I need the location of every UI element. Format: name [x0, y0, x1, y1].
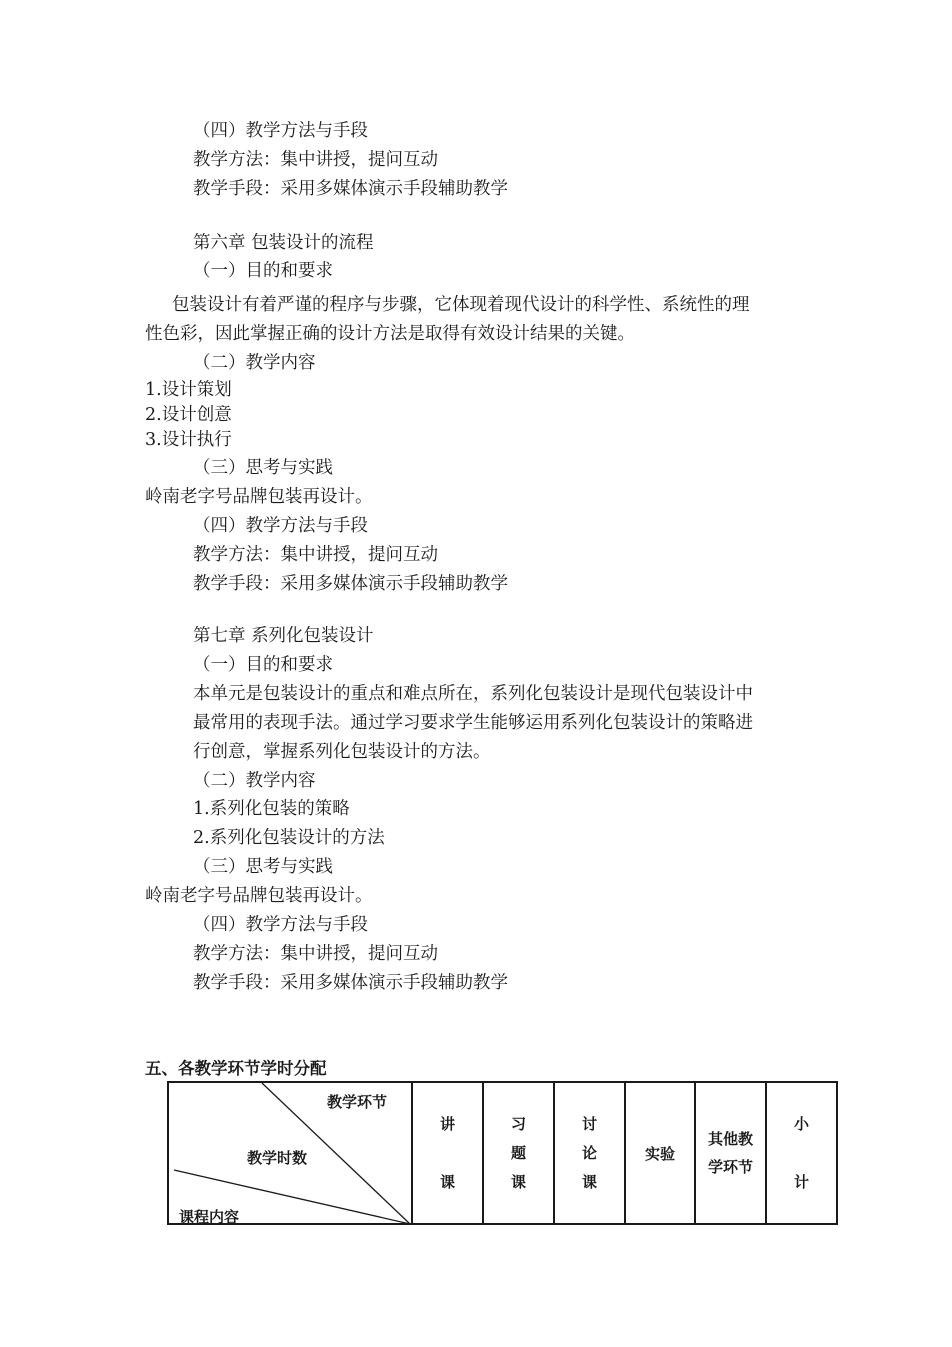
- paragraph-line: 包装设计有着严谨的程序与步骤，它体现着现代设计的科学性、系统性的理: [172, 295, 750, 315]
- text-method: 教学方法：集中讲授，提问互动: [193, 944, 438, 964]
- heading-goals: （一）目的和要求: [193, 655, 333, 675]
- column-header-other: [695, 1082, 766, 1224]
- heading-methods: （四）教学方法与手段: [193, 121, 368, 141]
- heading-methods: （四）教学方法与手段: [193, 915, 368, 935]
- chapter-six-title: 第六章 包装设计的流程: [193, 233, 374, 253]
- corner-label-course-content: 课程内容: [179, 1208, 240, 1226]
- hours-table: [167, 1081, 838, 1225]
- heading-methods: （四）教学方法与手段: [193, 516, 368, 536]
- paragraph-line: 性色彩，因此掌握正确的设计方法是取得有效设计结果的关键。: [145, 324, 635, 344]
- text-method: 教学方法：集中讲授，提问互动: [193, 545, 438, 565]
- paragraph-line: 行创意，掌握系列化包装设计的方法。: [193, 742, 491, 762]
- column-header-subtotal: [766, 1082, 837, 1224]
- header-char: 习: [510, 1114, 526, 1133]
- heading-goals: （一）目的和要求: [193, 261, 333, 281]
- text-means: 教学手段：采用多媒体演示手段辅助教学: [193, 179, 508, 199]
- column-header-exercise: [483, 1082, 554, 1224]
- header-char: 论: [581, 1143, 597, 1162]
- text-method: 教学方法：集中讲授，提问互动: [193, 150, 438, 170]
- corner-label-teaching-stage: 教学环节: [327, 1093, 388, 1111]
- column-header-experiment: [625, 1082, 695, 1224]
- corner-label-hours: 教学时数: [247, 1149, 308, 1167]
- column-header-discussion: [554, 1082, 625, 1224]
- list-item: 3.设计执行: [145, 430, 232, 450]
- list-item: 1.系列化包装的策略: [193, 799, 350, 819]
- text-practice: 岭南老字号品牌包装再设计。: [145, 886, 373, 906]
- header-text: 其他教: [707, 1130, 753, 1148]
- paragraph-line: 最常用的表现手法。通过学习要求学生能够运用系列化包装设计的策略进: [193, 713, 753, 733]
- header-char: 讲: [439, 1115, 455, 1133]
- section-five-title: 五、各教学环节学时分配: [145, 1059, 327, 1078]
- table-corner-header: [168, 1082, 412, 1224]
- list-item: 2.系列化包装设计的方法: [193, 828, 385, 848]
- header-text: 实验: [644, 1144, 675, 1163]
- text-practice: 岭南老字号品牌包装再设计。: [145, 487, 373, 507]
- heading-content: （二）教学内容: [193, 771, 316, 791]
- list-item: 2.设计创意: [145, 405, 232, 425]
- text-means: 教学手段：采用多媒体演示手段辅助教学: [193, 574, 508, 594]
- header-char: 课: [581, 1172, 597, 1191]
- chapter-seven-title: 第七章 系列化包装设计: [193, 626, 374, 646]
- paragraph-line: 本单元是包装设计的重点和难点所在，系列化包装设计是现代包装设计中: [193, 684, 753, 704]
- heading-practice: （三）思考与实践: [193, 857, 333, 877]
- column-header-lecture: [412, 1082, 483, 1224]
- header-text: 学环节: [707, 1158, 753, 1176]
- header-char: 讨: [581, 1114, 597, 1133]
- text-means: 教学手段：采用多媒体演示手段辅助教学: [193, 973, 508, 993]
- heading-content: （二）教学内容: [193, 353, 316, 373]
- header-char: 课: [510, 1172, 526, 1191]
- list-item: 1.设计策划: [145, 380, 232, 400]
- header-char: 小: [793, 1115, 809, 1133]
- heading-practice: （三）思考与实践: [193, 458, 333, 478]
- header-char: 计: [793, 1173, 809, 1191]
- header-char: 课: [439, 1173, 455, 1191]
- header-char: 题: [510, 1143, 526, 1162]
